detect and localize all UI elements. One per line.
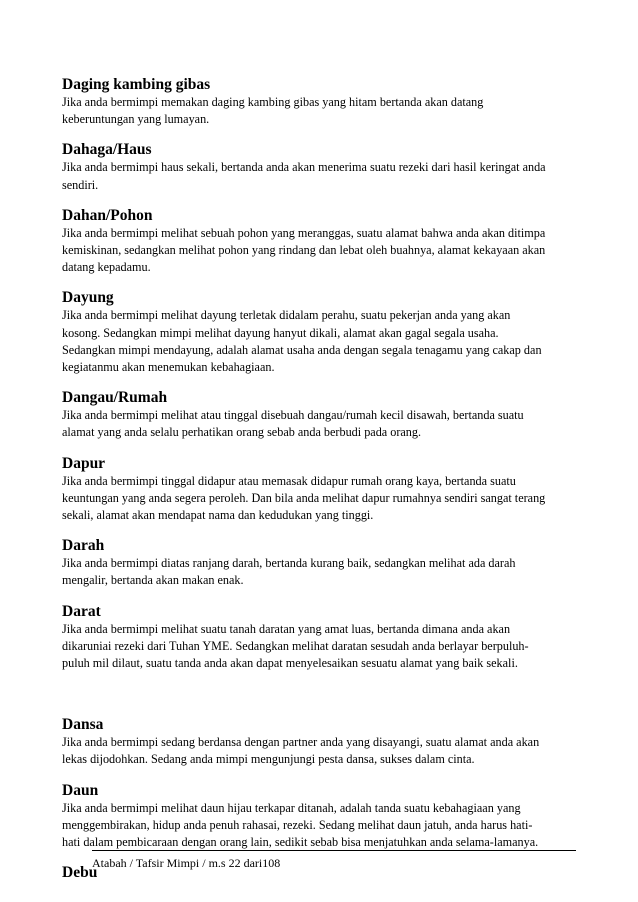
entry-dangau-rumah — [62, 389, 582, 441]
entry-line: Jika anda bermimpi tinggal didapur atau memasak didapur rumah orang kaya, bertanda suatu — [62, 473, 516, 488]
entry-body — [62, 407, 582, 441]
footer-divider — [92, 850, 576, 851]
entry-darat — [62, 603, 582, 673]
entry-body — [62, 159, 582, 193]
entry-line: lekas dijodohkan. Sedang anda mimpi mengunjungi pesta dansa, sukses dalam cinta. — [62, 752, 475, 767]
entry-body — [62, 621, 582, 673]
entry-line: Jika anda bermimpi melihat dayung terletak didalam perahu, suatu pekerjan anda yang akan — [62, 308, 511, 323]
entry-darah — [62, 537, 582, 589]
entry-line: menggembirakan, hidup anda penuh rahasai, rezeki. Sedang melihat daun jatuh, anda harus hati- — [62, 817, 533, 832]
footer-text: Atabah / Tafsir Mimpi / m.s 22 dari108 — [92, 856, 281, 870]
entry-line: keuntungan yang anda segera peroleh. Dan bila anda melihat dapur rumahnya sendiri sangat terang — [62, 490, 546, 505]
entry-heading: Dahan/Pohon — [62, 206, 153, 224]
entry-dayung — [62, 289, 582, 376]
entry-line: Jika anda bermimpi melihat sebuah pohon yang meranggas, suatu alamat bahwa anda akan ditimpa — [62, 225, 546, 240]
entry-heading: Daging kambing gibas — [62, 76, 211, 93]
entry-line: kosong. Sedangkan mimpi melihat dayung hanyut dikali, alamat akan gagal segala usaha. — [62, 325, 499, 340]
entry-daun — [62, 782, 582, 852]
entry-line: Jika anda bermimpi haus sekali, bertanda anda akan menerima suatu rezeki dari hasil keringat anda — [62, 160, 546, 175]
entry-line: kegiatanmu akan menemukan kebahagiaan. — [62, 360, 275, 375]
entry-daging-kambing-gibas — [62, 76, 582, 128]
entry-heading: Darah — [62, 537, 105, 555]
entry-line: Jika anda bermimpi sedang berdansa dengan partner anda yang disayangi, suatu alamat anda akan — [62, 735, 540, 750]
entry-line: Jika anda bermimpi diatas ranjang darah, bertanda kurang baik, sedangkan melihat ada darah — [62, 556, 516, 571]
entry-line: Jika anda bermimpi melihat atau tinggal disebuah dangau/rumah kecil disawah, bertanda suatu — [62, 408, 524, 423]
entry-line: Jika anda bermimpi memakan daging kambing gibas yang hitam bertanda akan datang — [62, 95, 484, 109]
entry-heading: Dayung — [62, 289, 114, 307]
entry-heading: Debu — [62, 864, 98, 882]
entry-body — [62, 225, 582, 277]
entry-line: puluh mil dilaut, suatu tanda anda akan dapat menyelesaikan sesuatu alamat yang baik sekali. — [62, 656, 518, 671]
entry-body — [62, 734, 582, 768]
entry-heading: Daun — [62, 781, 99, 799]
entry-heading: Dahaga/Haus — [62, 141, 152, 159]
entry-line: Jika anda bermimpi melihat daun hijau terkapar ditanah, adalah tanda suatu kebahagiaan yang — [62, 800, 521, 815]
entry-line: kemiskinan, sedangkan melihat pohon yang rindang dan lebat oleh buahnya, alamat kekayaan akan — [62, 243, 546, 258]
entry-heading: Darat — [62, 602, 101, 620]
entry-body — [62, 555, 582, 589]
entry-dahan-pohon — [62, 207, 582, 277]
entry-body — [62, 94, 582, 128]
entry-line: alamat yang anda selalu perhatikan orang sebab anda berbudi pada orang. — [62, 425, 422, 440]
page-footer — [92, 850, 576, 870]
entry-line: sekali, alamat akan mendapat nama dan kedudukan yang tinggi. — [62, 508, 374, 523]
entry-dansa — [62, 716, 582, 768]
entry-line: dikaruniai rezeki dari Tuhan YME. Sedangkan melihat daratan sesudah anda berlayar berpuluh- — [62, 638, 529, 653]
entry-line: Jika anda bermimpi melihat suatu tanah daratan yang amat luas, bertanda dimana anda akan — [62, 621, 511, 636]
entry-body — [62, 307, 582, 376]
entry-heading: Dansa — [62, 716, 104, 734]
entry-dapur — [62, 455, 582, 525]
entry-line: mengalir, bertanda akan makan enak. — [62, 573, 244, 588]
entry-body — [62, 800, 582, 852]
dictionary-content — [62, 76, 582, 882]
entry-line: datang kepadamu. — [62, 260, 151, 275]
entry-line: hati dalam pembicaraan dengan orang lain, sedikit sebab bisa menjatuhkan anda selama-lamanya. — [62, 835, 539, 850]
entry-line: sendiri. — [62, 177, 99, 192]
entry-dahaga-haus — [62, 141, 582, 193]
entry-heading: Dangau/Rumah — [62, 389, 168, 407]
entry-line: Sedangkan mimpi mendayung, adalah alamat usaha anda dengan segala tenagamu yang cakap dan — [62, 342, 542, 357]
entry-line: keberuntungan yang lumayan. — [62, 112, 210, 127]
entry-heading: Dapur — [62, 454, 106, 472]
entry-body — [62, 473, 582, 525]
